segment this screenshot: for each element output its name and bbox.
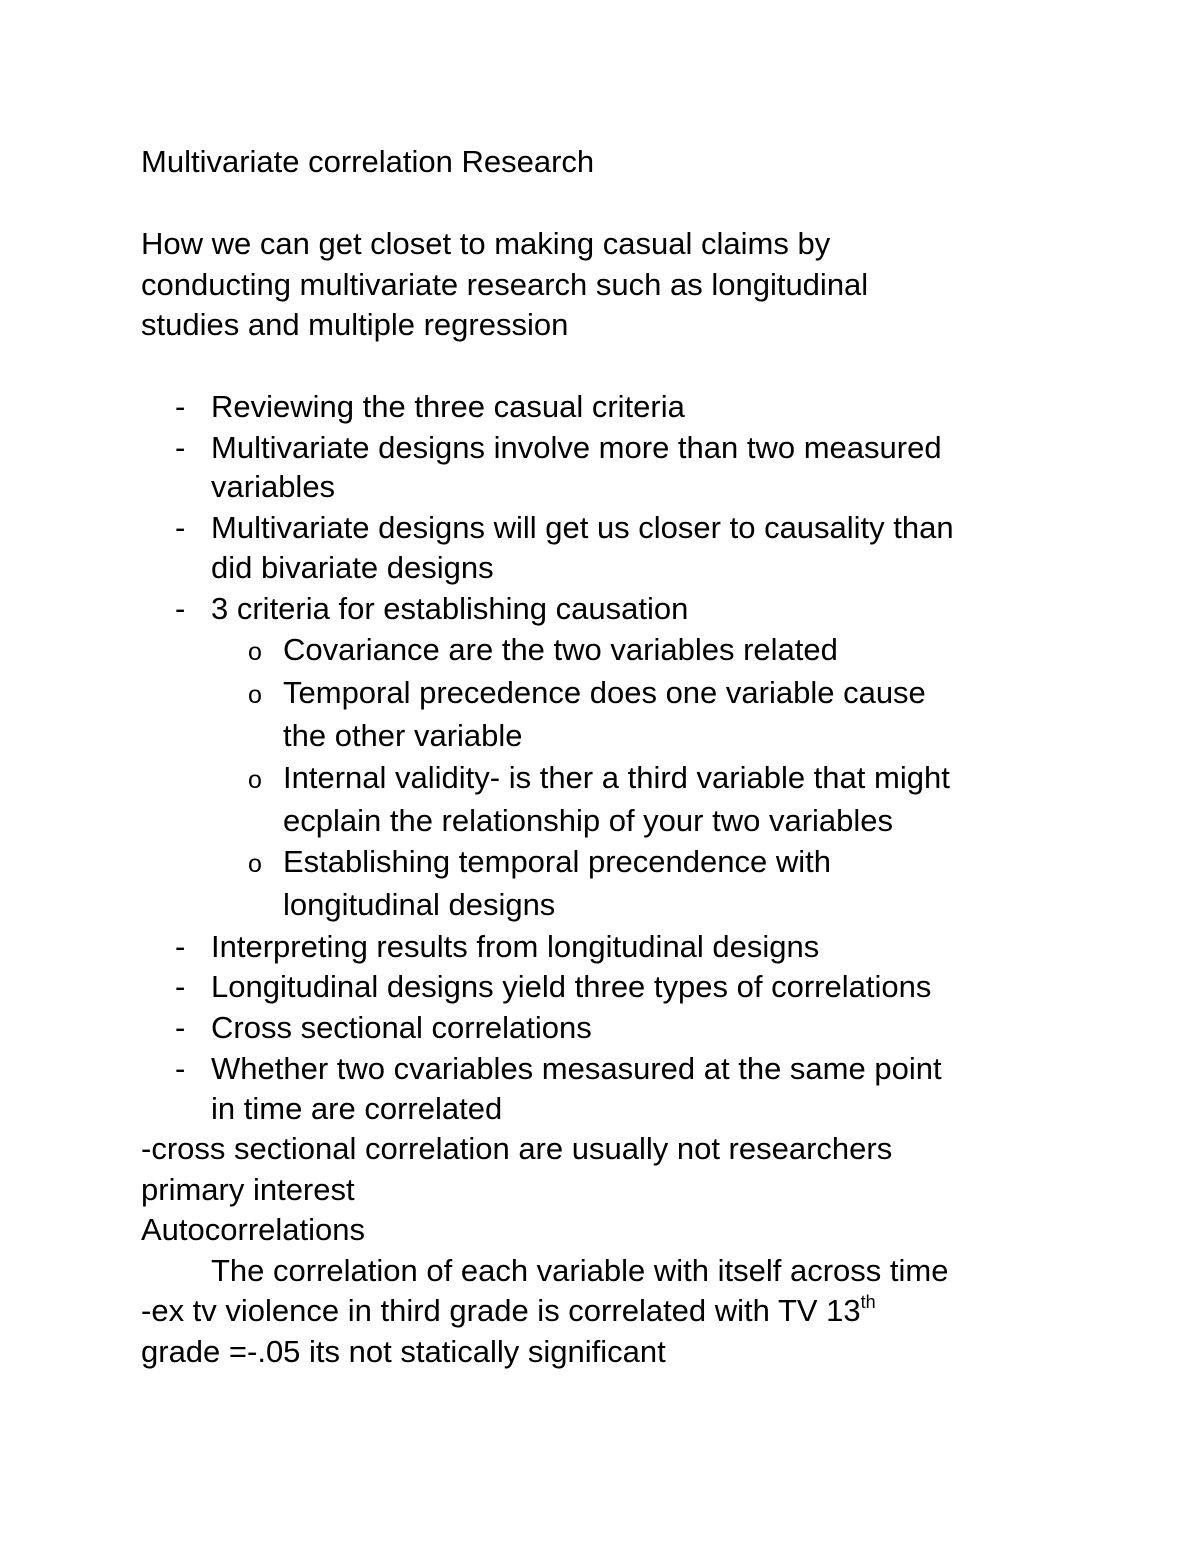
- sub-bullet-text: Covariance are the two variables related: [283, 632, 838, 667]
- sub-bullet-text: Establishing temporal precendence with: [283, 844, 831, 879]
- dash-bullet: -: [175, 929, 186, 964]
- example-line-continued: grade =-.05 its not statically significant: [141, 1334, 666, 1369]
- dash-bullet: -: [175, 1051, 186, 1086]
- intro-line: How we can get closet to making casual claims by: [141, 226, 831, 261]
- bullet-text: Multivariate designs will get us closer to causality than: [211, 510, 954, 545]
- dash-bullet: -: [175, 430, 186, 465]
- dash-bullet: -: [175, 1010, 186, 1045]
- circle-bullet: o: [248, 681, 262, 709]
- bullet-text: Multivariate designs involve more than two measured: [211, 430, 942, 465]
- sub-bullet-text: Internal validity- is ther a third variable that might: [283, 760, 950, 795]
- bullet-text: Interpreting results from longitudinal designs: [211, 929, 820, 964]
- autocorrelations-definition: The correlation of each variable with itself across time: [211, 1253, 949, 1288]
- bullet-text: 3 criteria for establishing causation: [211, 591, 689, 626]
- intro-line: studies and multiple regression: [141, 307, 569, 342]
- superscript-th: th: [860, 1292, 876, 1312]
- bullet-text: Whether two cvariables mesasured at the same point: [211, 1051, 942, 1086]
- autocorrelations-heading: Autocorrelations: [141, 1212, 366, 1247]
- dash-bullet: -: [175, 591, 186, 626]
- cross-sectional-note-continued: primary interest: [141, 1172, 355, 1207]
- dash-bullet: -: [175, 510, 186, 545]
- circle-bullet: o: [248, 638, 262, 666]
- bullet-text-continued: did bivariate designs: [211, 550, 494, 585]
- dash-bullet: -: [175, 389, 186, 424]
- bullet-text-continued: in time are correlated: [211, 1091, 503, 1126]
- bullet-text: Reviewing the three casual criteria: [211, 389, 685, 424]
- document-title: Multivariate correlation Research: [141, 144, 595, 179]
- sub-bullet-text-continued: longitudinal designs: [283, 887, 556, 922]
- example-text: -ex tv violence in third grade is correlated with TV 13: [141, 1293, 861, 1328]
- sub-bullet-text-continued: ecplain the relationship of your two variables: [283, 803, 894, 838]
- bullet-text-continued: variables: [211, 469, 336, 504]
- bullet-text: Longitudinal designs yield three types of correlations: [211, 969, 932, 1004]
- dash-bullet: -: [175, 969, 186, 1004]
- intro-line: conducting multivariate research such as longitudinal: [141, 267, 869, 302]
- cross-sectional-note: -cross sectional correlation are usually not researchers: [141, 1131, 893, 1166]
- circle-bullet: o: [248, 766, 262, 794]
- circle-bullet: o: [248, 850, 262, 878]
- example-line: [141, 1291, 876, 1335]
- bullet-text: Cross sectional correlations: [211, 1010, 592, 1045]
- sub-bullet-text: Temporal precedence does one variable cause: [283, 675, 926, 710]
- sub-bullet-text-continued: the other variable: [283, 718, 523, 753]
